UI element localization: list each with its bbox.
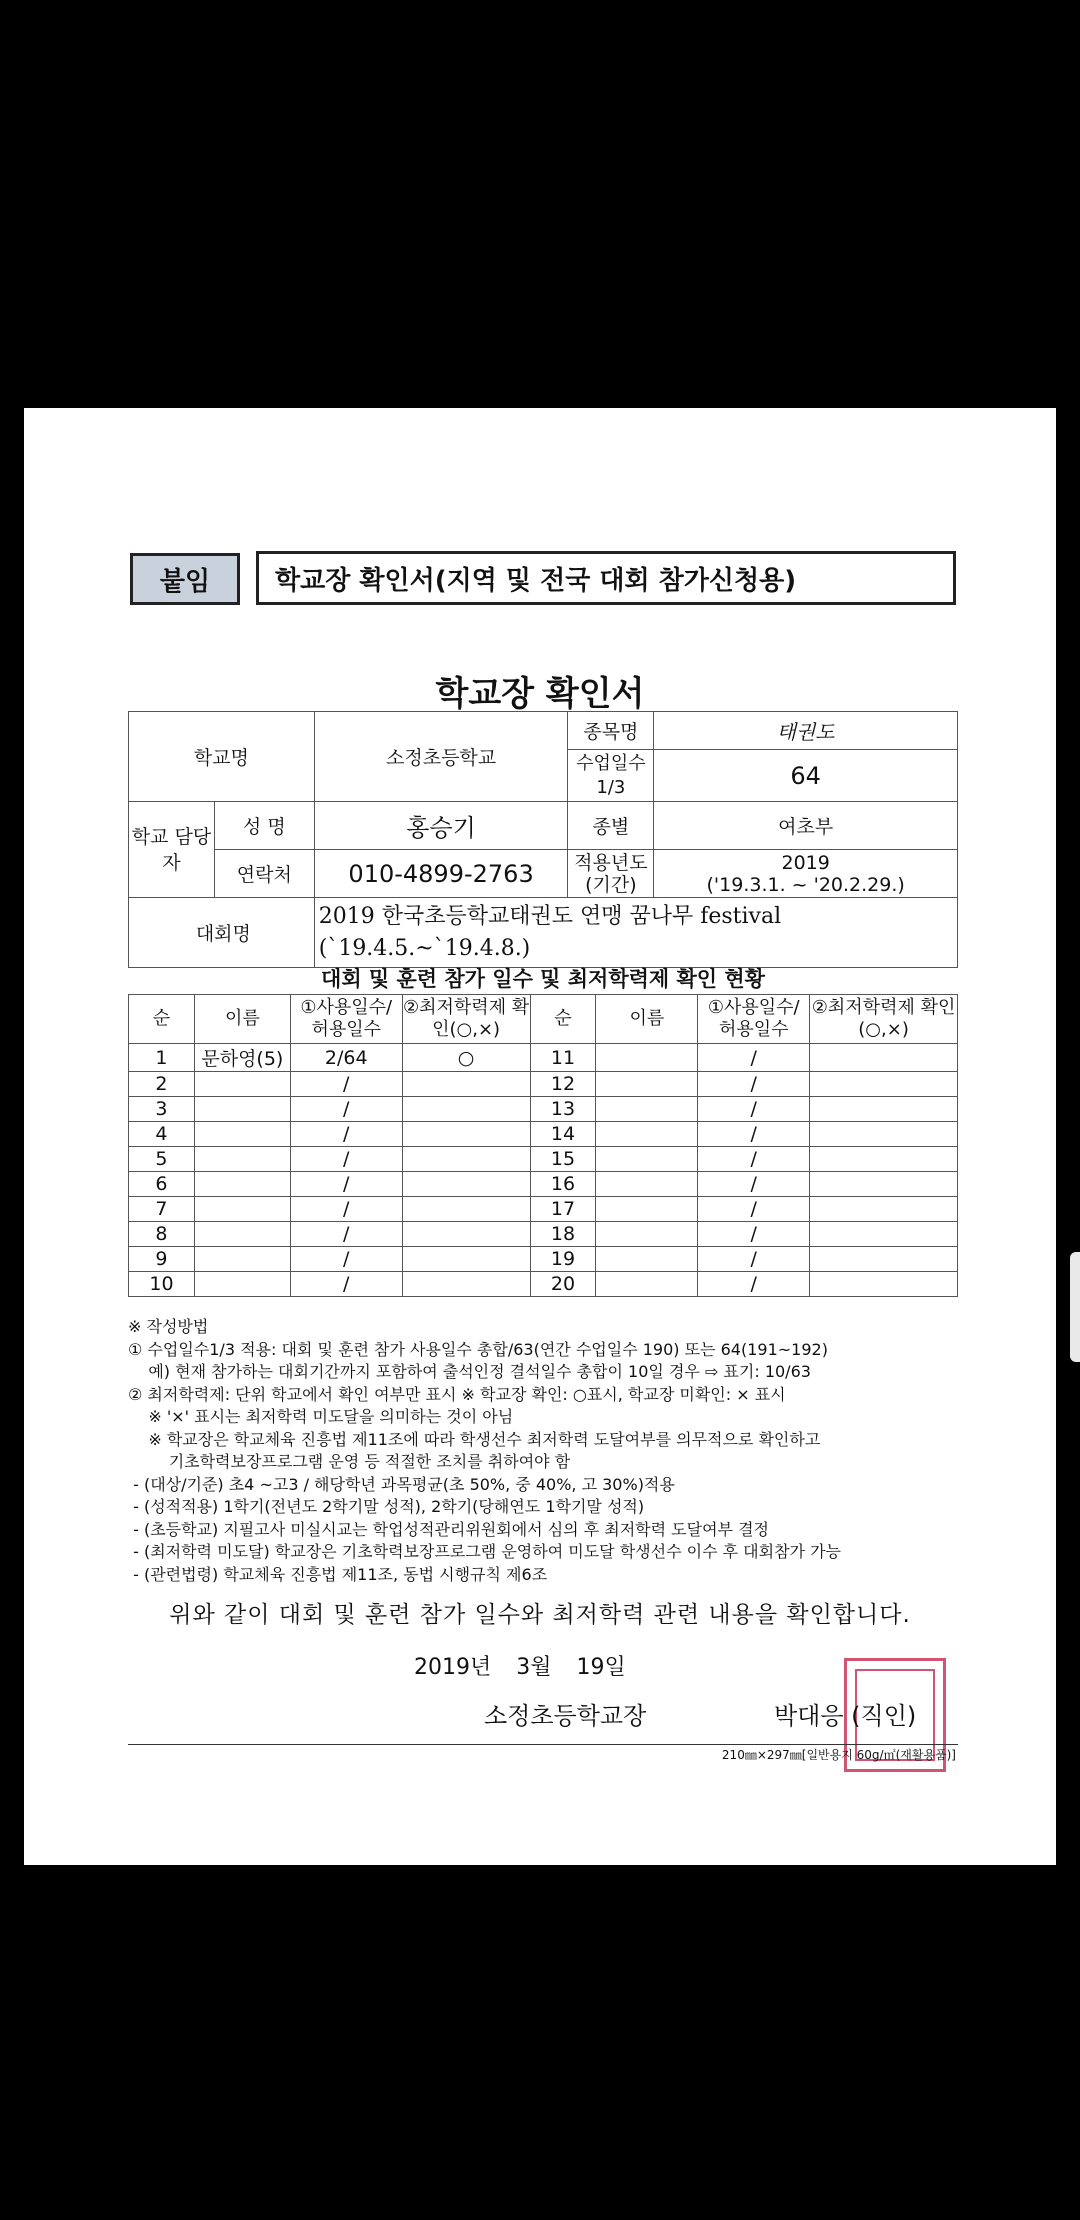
table-cell	[402, 1122, 530, 1147]
table-row	[129, 1122, 958, 1147]
paper-spec-footer: 210㎜×297㎜[일반용지 60g/㎡(재활용품)]	[721, 1748, 956, 1762]
table-cell	[402, 1147, 530, 1172]
table-cell	[194, 1172, 290, 1197]
table-row	[129, 1147, 958, 1172]
table-row	[129, 1197, 958, 1222]
table-cell	[194, 1122, 290, 1147]
table-row	[129, 1272, 958, 1297]
instruction-line: - (관련법령) 학교체육 진흥법 제11조, 동법 시행규칙 제6조	[128, 1564, 548, 1584]
document-date: 2019년 3월 19일	[414, 1655, 626, 1680]
table-cell: /	[290, 1272, 402, 1297]
table-cell	[596, 1147, 698, 1172]
phone-label: 연락처	[214, 850, 314, 898]
instruction-line: - (성적적용) 1학기(전년도 2학기말 성적), 2학기(당해연도 1학기말 성적)	[128, 1497, 645, 1516]
table-cell: /	[698, 1272, 810, 1297]
table-cell: 7	[129, 1197, 195, 1222]
table-cell: /	[698, 1222, 810, 1247]
instruction-line: - (최저학력 미도달) 학교장은 기초학력보장프로그램 운영하여 미도달 학생선수 이수 후 대회참가 가능	[128, 1542, 841, 1561]
name-label: 성 명	[214, 802, 314, 850]
table-cell	[810, 1247, 958, 1272]
days-value: 64	[654, 750, 958, 802]
table-cell	[596, 1044, 698, 1072]
table-cell: /	[698, 1247, 810, 1272]
table-row	[129, 1072, 958, 1097]
instruction-line: ※ '×' 표시는 최저학력 미도달을 의미하는 것이 아님	[128, 1407, 514, 1426]
table-cell	[402, 1172, 530, 1197]
table-cell: 17	[530, 1197, 596, 1222]
days-label: 수업일수 1/3	[568, 750, 654, 802]
table-cell	[596, 1247, 698, 1272]
table-row	[129, 1172, 958, 1197]
table-cell: /	[698, 1072, 810, 1097]
divider	[128, 1744, 958, 1745]
table-cell: 12	[530, 1072, 596, 1097]
table-cell	[810, 1272, 958, 1297]
school-principal-title: 소정초등학교장	[484, 1702, 647, 1730]
instruction-line: ① 수업일수1/3 적용: 대회 및 훈련 참가 사용일수 총합/63(연간 수업일수 190) 또는 64(191~192)	[128, 1339, 828, 1359]
school-name: 소정초등학교	[314, 712, 568, 802]
col-header: 순	[129, 995, 195, 1044]
document-heading: 학교장 확인서(지역 및 전국 대회 참가신청용)	[256, 551, 956, 605]
table-cell	[402, 1072, 530, 1097]
table-cell	[596, 1172, 698, 1197]
table-cell: 15	[530, 1147, 596, 1172]
table-row	[129, 1097, 958, 1122]
col-header: ②최저학력제 확인(○,×)	[402, 995, 530, 1044]
principal-name: 박대응 (직인)	[774, 1702, 917, 1730]
table-cell	[596, 1072, 698, 1097]
table-cell: /	[290, 1222, 402, 1247]
col-header: 이름	[596, 995, 698, 1044]
writing-instructions	[128, 1316, 968, 1586]
table-cell: 13	[530, 1097, 596, 1122]
table-cell: /	[698, 1122, 810, 1147]
phone-value: 010-4899-2763	[314, 850, 568, 898]
competition-period: (`19.4.5.~`19.4.8.)	[318, 935, 531, 961]
table-cell	[810, 1122, 958, 1147]
table-cell: 8	[129, 1222, 195, 1247]
table-cell	[810, 1097, 958, 1122]
table-cell: 2	[129, 1072, 195, 1097]
table-cell: /	[290, 1097, 402, 1122]
table-cell	[402, 1247, 530, 1272]
confirmation-statement: 위와 같이 대회 및 훈련 참가 일수와 최저학력 관련 내용을 확인합니다.	[169, 1602, 911, 1628]
instruction-line: - (초등학교) 지필고사 미실시교는 학업성적관리위원회에서 심의 후 최저학력 도달여부 결정	[128, 1519, 769, 1539]
table-cell: /	[290, 1172, 402, 1197]
instruction-line: ※ 작성방법	[128, 1317, 209, 1336]
table-cell: /	[698, 1147, 810, 1172]
year-value	[654, 850, 958, 898]
document-page	[24, 408, 1056, 1865]
table-cell	[810, 1172, 958, 1197]
school-label: 학교명	[129, 712, 315, 802]
table-cell	[810, 1222, 958, 1247]
table-cell	[194, 1097, 290, 1122]
sport-label: 종목명	[568, 712, 654, 750]
table-cell	[402, 1097, 530, 1122]
table-cell: 20	[530, 1272, 596, 1297]
table-cell: /	[290, 1122, 402, 1147]
table-cell: 14	[530, 1122, 596, 1147]
table-cell	[194, 1197, 290, 1222]
attachment-tag: 붙임	[130, 553, 240, 605]
instruction-line: ※ 학교장은 학교체육 진흥법 제11조에 따라 학생선수 최저학력 도달여부를 의무적으로 확인하고	[128, 1429, 821, 1449]
section-title: 대회 및 훈련 참가 일수 및 최저학력제 확인 현황	[321, 967, 765, 991]
instruction-line: 예) 현재 참가하는 대회기간까지 포함하여 출석인정 결석일수 총합이 10일 경우 ⇨ 표기: 10/63	[128, 1362, 811, 1381]
table-cell	[402, 1222, 530, 1247]
col-header: 이름	[194, 995, 290, 1044]
competition-name: 2019 한국초등학교태권도 연맹 꿈나무 festival	[318, 903, 782, 929]
document-title: 학교장 확인서	[435, 674, 645, 714]
table-row	[129, 1222, 958, 1247]
table-cell: /	[698, 1197, 810, 1222]
table-cell	[194, 1222, 290, 1247]
info-table	[128, 711, 958, 968]
table-cell: 4	[129, 1122, 195, 1147]
scroll-handle[interactable]	[1070, 1252, 1080, 1362]
table-cell: 문하영(5)	[194, 1044, 290, 1072]
competition-value	[314, 898, 957, 968]
table-cell: 11	[530, 1044, 596, 1072]
table-cell	[194, 1247, 290, 1272]
table-cell	[402, 1197, 530, 1222]
table-cell	[596, 1097, 698, 1122]
table-cell: 1	[129, 1044, 195, 1072]
category-value: 여초부	[654, 802, 958, 850]
table-header-row	[129, 995, 958, 1044]
manager-label: 학교 담당자	[129, 802, 215, 898]
table-cell	[194, 1072, 290, 1097]
table-row	[129, 1247, 958, 1272]
table-cell: 10	[129, 1272, 195, 1297]
table-cell	[402, 1272, 530, 1297]
competition-label: 대회명	[129, 898, 315, 968]
participation-table	[128, 994, 958, 1297]
instruction-line: 기초학력보장프로그램 운영 등 적절한 조치를 취하여야 함	[128, 1452, 571, 1471]
table-cell: /	[698, 1044, 810, 1072]
table-cell: 5	[129, 1147, 195, 1172]
table-cell: /	[290, 1247, 402, 1272]
instruction-line: ② 최저학력제: 단위 학교에서 확인 여부만 표시 ※ 학교장 확인: ○표시, 학교장 미확인: × 표시	[128, 1384, 786, 1404]
table-cell: 18	[530, 1222, 596, 1247]
col-header: 순	[530, 995, 596, 1044]
table-cell	[194, 1147, 290, 1172]
instruction-line: - (대상/기준) 초4 ~고3 / 해당학년 과목평균(초 50%, 중 40%, 고 30%)적용	[128, 1474, 675, 1494]
table-cell: 9	[129, 1247, 195, 1272]
table-cell: /	[698, 1172, 810, 1197]
table-cell: 16	[530, 1172, 596, 1197]
category-label: 종별	[568, 802, 654, 850]
table-cell	[596, 1122, 698, 1147]
table-cell: /	[290, 1197, 402, 1222]
table-cell: 2/64	[290, 1044, 402, 1072]
table-cell	[596, 1197, 698, 1222]
table-cell	[810, 1044, 958, 1072]
manager-name: 홍승기	[314, 802, 568, 850]
col-header: ②최저학력제 확인(○,×)	[810, 995, 958, 1044]
table-cell: 19	[530, 1247, 596, 1272]
table-cell: /	[698, 1097, 810, 1122]
table-cell: /	[290, 1072, 402, 1097]
table-cell	[194, 1272, 290, 1297]
col-header: ①사용일수/ 허용일수	[290, 995, 402, 1044]
table-cell: 6	[129, 1172, 195, 1197]
table-cell	[810, 1147, 958, 1172]
table-cell	[810, 1197, 958, 1222]
table-cell: /	[290, 1147, 402, 1172]
table-cell: 3	[129, 1097, 195, 1122]
year-label: 적용년도 (기간)	[568, 850, 654, 898]
table-cell: ○	[402, 1044, 530, 1072]
table-cell	[810, 1072, 958, 1097]
table-cell	[596, 1272, 698, 1297]
period-text: ('19.3.1. ~ '20.2.29.)	[706, 873, 905, 896]
year-text: 2019	[781, 851, 830, 874]
sport-value: 태권도	[654, 712, 958, 750]
table-row	[129, 1044, 958, 1072]
col-header: ①사용일수/ 허용일수	[698, 995, 810, 1044]
table-cell	[596, 1222, 698, 1247]
